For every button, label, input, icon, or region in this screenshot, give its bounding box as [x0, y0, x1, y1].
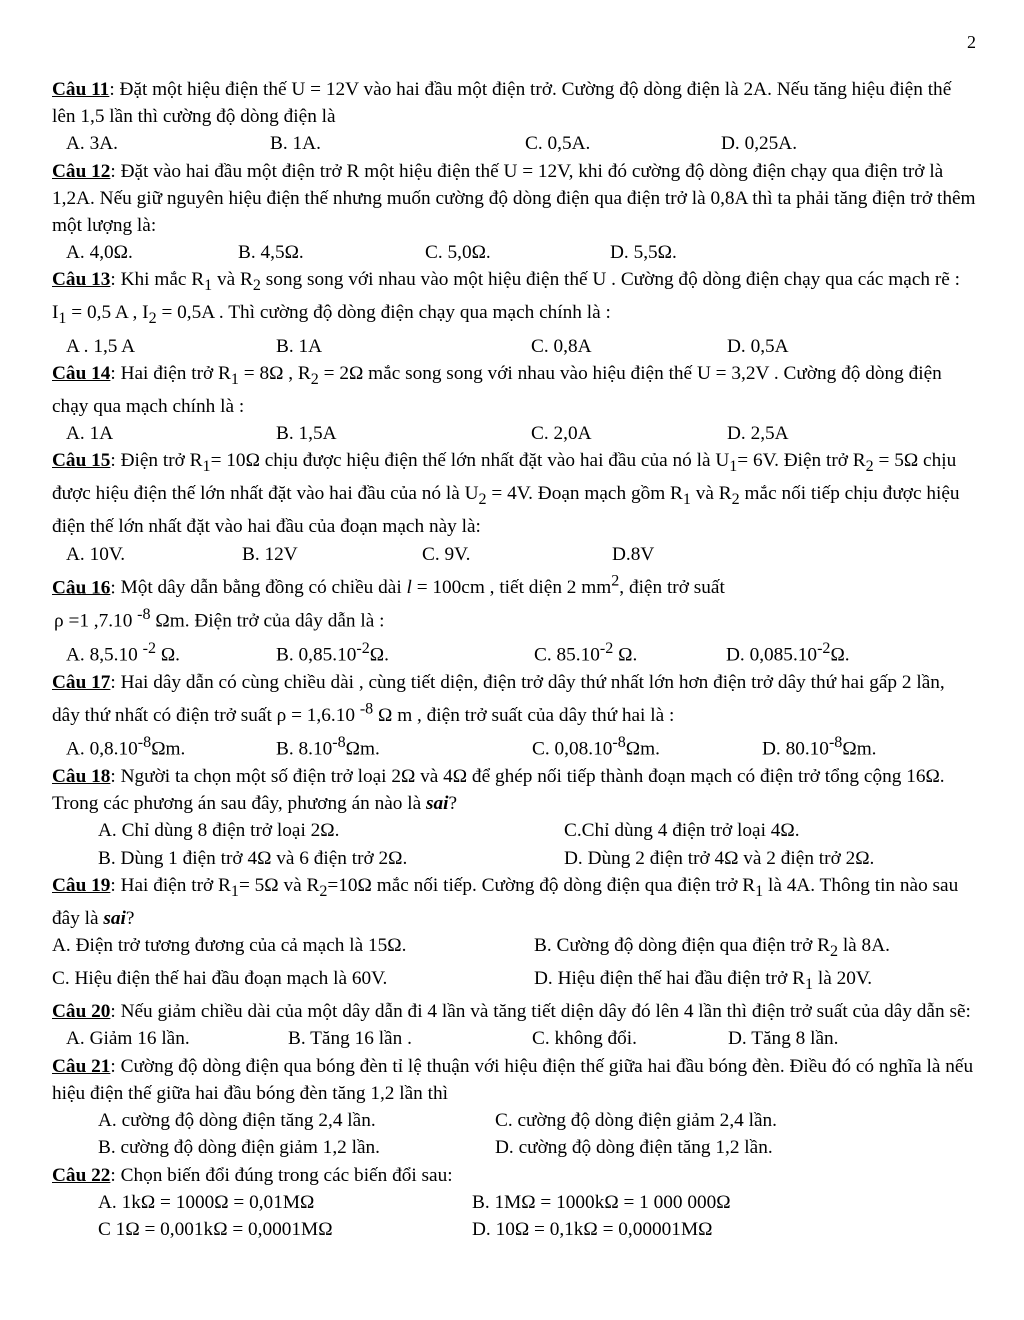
answer-options — [52, 420, 977, 447]
option-a[interactable]: A. cường độ dòng điện tăng 2,4 lần. — [98, 1110, 376, 1132]
question-label: Câu 13 — [52, 269, 111, 291]
option-c[interactable]: C. cường độ dòng điện giảm 2,4 lần. — [495, 1110, 777, 1132]
option-a[interactable]: A. 8,5.10 $^{-2}$ Ω. — [66, 640, 180, 666]
question-stem: Chọn biến đổi đúng trong các biến đổi sau: — [120, 1164, 453, 1186]
option-b[interactable]: B. 4,5Ω. — [238, 242, 304, 264]
option-d[interactable]: D. Hiệu điện thế hai đầu điện trở $R_1$ là 20V. — [534, 968, 873, 994]
option-a[interactable]: A. 3A. — [66, 133, 118, 155]
option-d[interactable]: D.8V — [612, 543, 655, 565]
option-b[interactable]: B. Tăng 16 lần . — [288, 1028, 412, 1050]
option-c[interactable]: C 1Ω = 0,001kΩ = 0,0001MΩ — [98, 1218, 333, 1240]
question-label: Câu 16 — [52, 577, 111, 599]
question-label: Câu 11 — [52, 79, 110, 100]
option-c[interactable]: C.Chỉ dùng 4 điện trở loại 4Ω. — [564, 820, 800, 842]
option-b[interactable]: B. Cường độ dòng điện qua điện trở $R_2$ là 8A. — [534, 935, 890, 961]
option-d[interactable]: D. cường độ dòng điện tăng 1,2 lần. — [495, 1137, 773, 1159]
option-a[interactable]: A. 1kΩ = 1000Ω = 0,01MΩ — [98, 1191, 315, 1213]
answer-options — [52, 333, 977, 360]
option-a[interactable]: A. 4,0Ω. — [66, 242, 133, 264]
question-16: Câu 16: Một dây dẫn bằng đồng có chiều dài l = 100cm , tiết diện 2 $mm^2$, điện trở suất ρ =1 ,7.10 $^{-8}$ Ωm. Điện trở của dây dẫn là : A. 8,5.10 $^{-2}$ Ω. B. $0,85.10^{-2}\Omega$. C. $85.10^{-2}$ Ω. D. $0,085.10^{-2}\Omega$. — [52, 568, 977, 669]
option-d[interactable]: D. Dùng 2 điện trở 4Ω và 2 điện trở 2Ω. — [564, 847, 875, 869]
question-stem: Một dây dẫn bằng đồng có chiều dài l = 100cm , tiết diện 2 $mm^2$, điện trở suất — [120, 572, 725, 599]
answer-options — [52, 239, 977, 266]
question-stem: Khi mắc $R_1$ và $R_2$ song song với nhau vào một hiệu điện thế U . Cường độ dòng điện chạy qua các mạch rẽ : $I_1 = 0,5$ A , $I_2 = 0,5A$ . Thì cường độ dòng điện chạy qua mạch chính là : — [52, 269, 961, 328]
answer-options — [52, 635, 977, 669]
option-c[interactable]: C. 2,0A — [531, 423, 592, 445]
question-13: Câu 13: Khi mắc $R_1$ và $R_2$ song song với nhau vào một hiệu điện thế U . Cường độ dòng điện chạy qua các mạch rẽ : $I_1 = 0,5$ A , $I_2 = 0,5A$ . Thì cường độ dòng điện chạy qua mạch chính là : A . 1,5 A B. 1A C. 0,8A D. 0,5A — [52, 266, 977, 359]
option-b[interactable]: B. cường độ dòng điện giảm 1,2 lần. — [98, 1137, 380, 1159]
question-20: Câu 20: Nếu giảm chiều dài của một dây dẫn đi 4 lần và tăng tiết diện dây đó lên 4 lần thì điện trở suất của dây dẫn sẽ: A. Giảm 16 lần. B. Tăng 16 lần . C. không đổi. D. Tăng 8 lần. — [52, 998, 977, 1052]
option-d[interactable]: D. $80.10^{-8}\Omega m$. — [762, 734, 877, 760]
option-b[interactable]: B. 1,5A — [276, 423, 337, 445]
option-a[interactable]: A. 1A — [66, 423, 114, 445]
question-17: Câu 17: Hai dây dẫn có cùng chiều dài , cùng tiết diện, điện trở dây thứ nhất lớn hơn điện trở dây thứ hai gấp 2 lần, dây thứ nhất có điện trở suất ρ = 1,6.10 $^{-8}$ Ω m , điện trở suất của dây thứ hai là : A. $0,8.10^{-8}\Omega m$. B. $8.10^{-8}\Omega m$. C. $0,08.10^{-8}\Omega m$. D. $80.10^{-8}\Omega m$. — [52, 669, 977, 763]
question-label: Câu 21 — [52, 1055, 111, 1077]
question-label: Câu 19 — [52, 874, 111, 896]
question-15: Câu 15: Điện trở $R_1= 10\Omega$ chịu được hiệu điện thế lớn nhất đặt vào hai đầu của nó là $U_1= 6V$. Điện trở $R_2 = 5\Omega$ chịu được hiệu điện thế lớn nhất đặt vào hai đầu của nó là $U_2 = 4V$. Đoạn mạch gồm $R_1$ và $R_2$ mắc nối tiếp chịu được hiệu điện thế lớn nhất đặt vào hai đầu của đoạn mạch này là: A. 10V. B. 12V C. 9V. D.8V — [52, 447, 977, 568]
question-stem: Hai điện trở $R_1 = 8\Omega$ , $R_2 = 2\Omega$ mắc song song với nhau vào hiệu điện thế U = 3,2V . Cường độ dòng điện chạy qua mạch chính là : — [52, 362, 942, 417]
option-c[interactable]: C. 0,5A. — [525, 133, 591, 155]
question-11: Câu 11: Đặt một hiệu điện thế U = 12V vào hai đầu một điện trở. Cường độ dòng điện là 2A. Nếu tăng hiệu điện thế lên 1,5 lần thì cường độ dòng điện là A. 3A. B. 1A. C. 0,5A. D. 0,25A. — [52, 76, 977, 158]
option-d[interactable]: D. $0,085.10^{-2}\Omega$. — [726, 640, 850, 666]
question-label: Câu 18 — [52, 766, 111, 788]
option-c[interactable]: C. 9V. — [422, 543, 471, 565]
option-d[interactable]: D. 0,5A — [727, 335, 789, 357]
answer-options — [52, 729, 977, 763]
answer-options — [52, 541, 977, 568]
answer-options — [52, 130, 977, 157]
page-number: 2 — [967, 32, 976, 52]
question-stem: Người ta chọn một số điện trở loại 2Ω và 4Ω để ghép nối tiếp thành đoạn mạch có điện trở tổng cộng 16Ω. Trong các phương án sau đây, phương án nào là sai? — [52, 766, 945, 815]
question-label: Câu 14 — [52, 362, 111, 384]
question-label: Câu 22 — [52, 1164, 111, 1186]
question-12: Câu 12: Đặt vào hai đầu một điện trở R một hiệu điện thế U = 12V, khi đó cường độ dòng điện chạy qua điện trở là 1,2A. Nếu giữ nguyên hiệu điện thế nhưng muốn cường độ dòng điện qua điện trở là 0,8A thì ta phải tăng điện trở thêm một lượng là: A. 4,0Ω. B. 4,5Ω. C. 5,0Ω. D. 5,5Ω. — [52, 158, 977, 267]
option-c[interactable]: C. không đổi. — [532, 1028, 637, 1050]
answer-options — [52, 1189, 977, 1243]
question-21: Câu 21: Cường độ dòng điện qua bóng đèn tỉ lệ thuận với hiệu điện thế giữa hai đầu bóng đèn. Điều đó có nghĩa là nếu hiệu điện thế giữa hai đầu bóng đèn tăng 1,2 lần thì A. cường độ dòng điện tăng 2,4 lần. C. cường độ dòng điện giảm 2,4 lần. B. cường độ dòng điện giảm 1,2 lần. D. cường độ dòng điện tăng 1,2 lần. — [52, 1053, 977, 1162]
question-label: Câu 20 — [52, 1001, 111, 1023]
option-b[interactable]: B. 1A — [276, 335, 323, 357]
question-14: Câu 14: Hai điện trở $R_1 = 8\Omega$ , $R_2 = 2\Omega$ mắc song song với nhau vào hiệu điện thế U = 3,2V . Cường độ dòng điện chạy qua mạch chính là : A. 1A B. 1,5A C. 2,0A D. 2,5A — [52, 360, 977, 447]
question-stem: Hai dây dẫn có cùng chiều dài , cùng tiết diện, điện trở dây thứ nhất lớn hơn điện trở dây thứ hai gấp 2 lần, dây thứ nhất có điện trở suất ρ = 1,6.10 $^{-8}$ Ω m , điện trở suất của dây thứ hai là : — [52, 671, 945, 727]
option-c[interactable]: C. $85.10^{-2}$ Ω. — [534, 640, 638, 666]
option-c[interactable]: C. 0,8A — [531, 335, 592, 357]
option-a[interactable]: A. $0,8.10^{-8}\Omega m$. — [66, 734, 186, 760]
option-a[interactable]: A. Điện trở tương đương của cả mạch là 15Ω. — [52, 935, 407, 957]
option-d[interactable]: D. 2,5A — [727, 423, 789, 445]
option-b[interactable]: B. 1MΩ = 1000kΩ = 1 000 000Ω — [472, 1191, 731, 1213]
option-a[interactable]: A. Giảm 16 lần. — [66, 1028, 190, 1050]
option-c[interactable]: C. $0,08.10^{-8}\Omega m$. — [532, 734, 660, 760]
option-b[interactable]: B. 1A. — [270, 133, 321, 155]
question-22: Câu 22: Chọn biến đổi đúng trong các biến đổi sau: A. 1kΩ = 1000Ω = 0,01MΩ B. 1MΩ = 1000kΩ = 1 000 000Ω C 1Ω = 0,001kΩ = 0,0001MΩ D. 10Ω = 0,1kΩ = 0,00001MΩ — [52, 1162, 977, 1244]
question-stem: Hai điện trở $R_1= 5\Omega$ và $R_2=10\Omega$ mắc nối tiếp. Cường độ dòng điện qua điện trở $R_1$ là 4A. Thông tin nào sau đây là sai? — [52, 874, 959, 929]
answer-options — [52, 1107, 977, 1161]
option-c[interactable]: C. 5,0Ω. — [425, 242, 491, 264]
question-stem: Đặt vào hai đầu một điện trở R một hiệu điện thế U = 12V, khi đó cường độ dòng điện chạy qua điện trở là 1,2A. Nếu giữ nguyên hiệu điện thế nhưng muốn cường độ dòng điện qua điện trở là 0,8A thì ta phải tăng điện trở thêm một lượng là: — [52, 160, 976, 237]
question-list — [52, 76, 977, 1243]
option-b[interactable]: B. $8.10^{-8}\Omega m$. — [276, 734, 380, 760]
question-stem-line2: ρ =1 ,7.10 $^{-8}$ Ωm. Điện trở của dây dẫn là : — [54, 606, 385, 632]
option-d[interactable]: D. 10Ω = 0,1kΩ = 0,00001MΩ — [472, 1218, 713, 1240]
option-c[interactable]: C. Hiệu điện thế hai đầu đoạn mạch là 60V. — [52, 968, 388, 990]
answer-options — [52, 1025, 977, 1052]
question-label: Câu 17 — [52, 671, 111, 693]
question-19: Câu 19: Hai điện trở $R_1= 5\Omega$ và $R_2=10\Omega$ mắc nối tiếp. Cường độ dòng điện qua điện trở $R_1$ là 4A. Thông tin nào sau đây là sai? A. Điện trở tương đương của cả mạch là 15Ω. B. Cường độ dòng điện qua điện trở $R_2$ là 8A. C. Hiệu điện thế hai đầu đoạn mạch là 60V. D. Hiệu điện thế hai đầu điện trở $R_1$ là 20V. — [52, 872, 977, 998]
option-d[interactable]: D. Tăng 8 lần. — [728, 1028, 839, 1050]
option-d[interactable]: D. 5,5Ω. — [610, 242, 677, 264]
answer-options — [52, 817, 977, 871]
option-b[interactable]: B. $0,85.10^{-2}\Omega$. — [276, 640, 389, 666]
option-a[interactable]: A. 10V. — [66, 543, 126, 565]
question-stem: Điện trở $R_1= 10\Omega$ chịu được hiệu điện thế lớn nhất đặt vào hai đầu của nó là $U_1= 6V$. Điện trở $R_2 = 5\Omega$ chịu được hiệu điện thế lớn nhất đặt vào hai đầu của nó là $U_2 = 4V$. Đoạn mạch gồm $R_1$ và $R_2$ mắc nối tiếp chịu được hiệu điện thế lớn nhất đặt vào hai đầu của đoạn mạch này là: — [52, 450, 960, 538]
option-b[interactable]: B. Dùng 1 điện trở 4Ω và 6 điện trở 2Ω. — [98, 847, 408, 869]
question-stem: Cường độ dòng điện qua bóng đèn tỉ lệ thuận với hiệu điện thế giữa hai đầu bóng đèn. Điều đó có nghĩa là nếu hiệu điện thế giữa hai đầu bóng đèn tăng 1,2 lần thì — [52, 1055, 974, 1104]
question-label: Câu 12 — [52, 160, 111, 182]
option-a[interactable]: A. Chỉ dùng 8 điện trở loại 2Ω. — [98, 820, 340, 842]
question-18: Câu 18: Người ta chọn một số điện trở loại 2Ω và 4Ω để ghép nối tiếp thành đoạn mạch có điện trở tổng cộng 16Ω. Trong các phương án sau đây, phương án nào là sai? A. Chỉ dùng 8 điện trở loại 2Ω. C.Chỉ dùng 4 điện trở loại 4Ω. B. Dùng 1 điện trở 4Ω và 6 điện trở 2Ω. D. Dùng 2 điện trở 4Ω và 2 điện trở 2Ω. — [52, 763, 977, 872]
question-stem: Đặt một hiệu điện thế U = 12V vào hai đầu một điện trở. Cường độ dòng điện là 2A. Nếu tăng hiệu điện thế lên 1,5 lần thì cường độ dòng điện là — [52, 79, 952, 128]
option-d[interactable]: D. 0,25A. — [721, 133, 798, 155]
question-label: Câu 15 — [52, 450, 111, 472]
option-b[interactable]: B. 12V — [242, 543, 298, 565]
question-stem: Nếu giảm chiều dài của một dây dẫn đi 4 lần và tăng tiết diện dây đó lên 4 lần thì điện trở suất của dây dẫn sẽ: — [120, 1001, 971, 1023]
option-a[interactable]: A . 1,5 A — [66, 335, 136, 357]
answer-options — [52, 932, 977, 998]
